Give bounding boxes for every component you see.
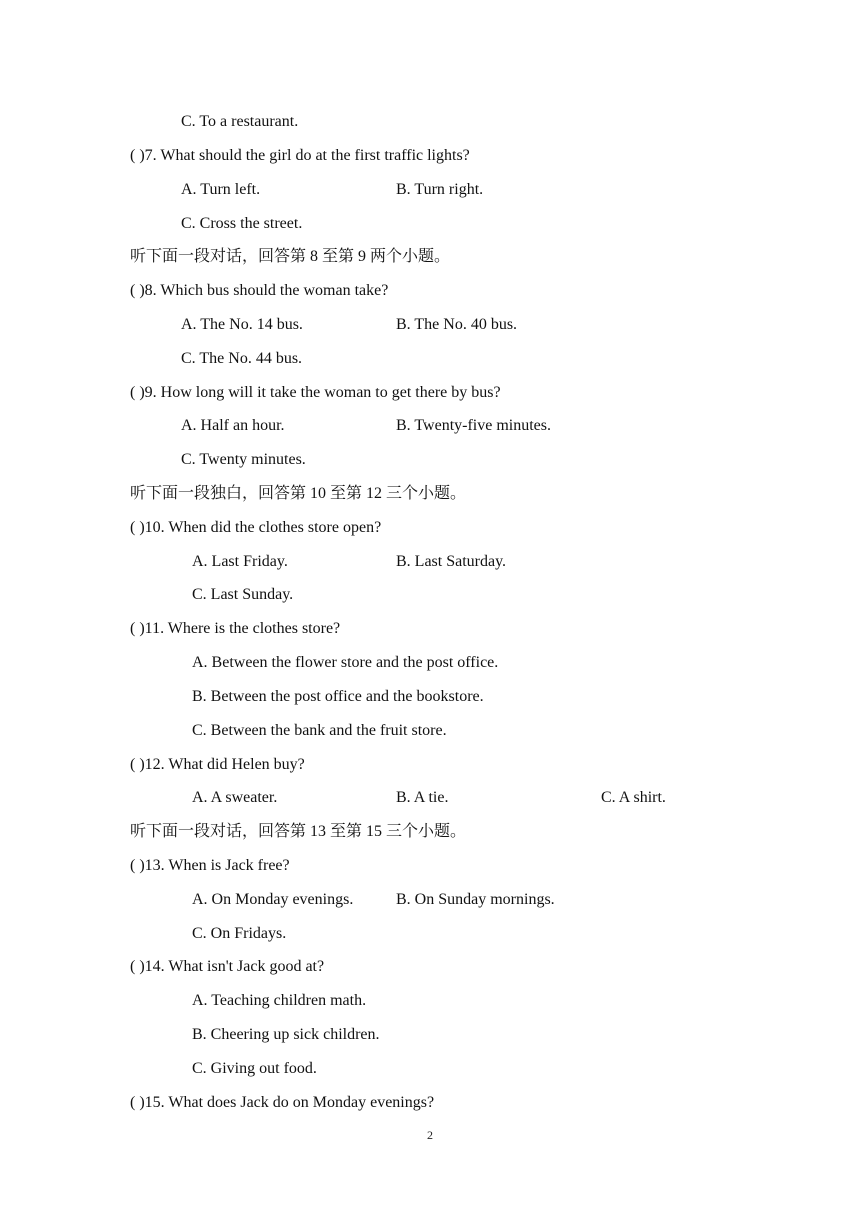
q9-option-b: B. Twenty-five minutes. [396,417,552,434]
q9-option-c: C. Twenty minutes. [181,451,306,468]
question-11: ( )11. Where is the clothes store? [130,620,341,637]
q13-option-b: B. On Sunday mornings. [396,891,555,908]
q11-option-b: B. Between the post office and the bookstore. [192,688,484,705]
q12-option-a: A. A sweater. [192,789,278,806]
q7-option-c: C. Cross the street. [181,215,303,232]
question-10: ( )10. When did the clothes store open? [130,519,382,536]
q7-option-a: A. Turn left. [181,181,261,198]
q8-option-c: C. The No. 44 bus. [181,350,303,367]
q6-option-c: C. To a restaurant. [181,113,299,130]
question-14: ( )14. What isn't Jack good at? [130,958,325,975]
question-13: ( )13. When is Jack free? [130,857,290,874]
q8-option-b: B. The No. 40 bus. [396,316,518,333]
q10-option-a: A. Last Friday. [192,553,288,570]
page-number: 2 [427,1128,433,1142]
question-12: ( )12. What did Helen buy? [130,756,305,773]
q13-option-c: C. On Fridays. [192,925,287,942]
q10-option-b: B. Last Saturday. [396,553,507,570]
q9-option-a: A. Half an hour. [181,417,285,434]
question-8: ( )8. Which bus should the woman take? [130,282,389,299]
section-instruction: 听下面一段对话，回答第 8 至第 9 两个小题。 [130,248,451,265]
q14-option-c: C. Giving out food. [192,1060,317,1077]
q10-option-c: C. Last Sunday. [192,586,294,603]
q14-option-a: A. Teaching children math. [192,992,367,1009]
q11-option-c: C. Between the bank and the fruit store. [192,722,447,739]
question-7: ( )7. What should the girl do at the first traffic lights? [130,147,470,164]
q14-option-b: B. Cheering up sick children. [192,1026,380,1043]
q11-option-a: A. Between the flower store and the post office. [192,654,499,671]
q8-option-a: A. The No. 14 bus. [181,316,303,333]
section-instruction: 听下面一段独白，回答第 10 至第 12 三个小题。 [130,485,467,502]
q12-option-b: B. A tie. [396,789,449,806]
question-9: ( )9. How long will it take the woman to get there by bus? [130,384,501,401]
q13-option-a: A. On Monday evenings. [192,891,354,908]
q12-option-c: C. A shirt. [601,789,666,806]
question-15: ( )15. What does Jack do on Monday evenings? [130,1094,435,1111]
section-instruction: 听下面一段对话，回答第 13 至第 15 三个小题。 [130,823,467,840]
q7-option-b: B. Turn right. [396,181,484,198]
